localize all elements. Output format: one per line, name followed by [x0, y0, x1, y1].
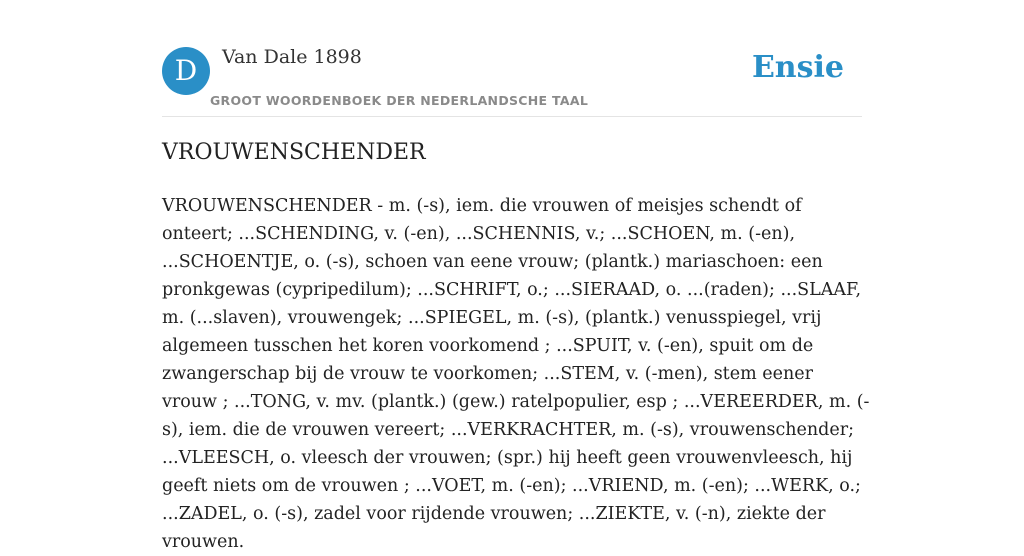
entry-headword: VROUWENSCHENDER	[162, 140, 426, 165]
source-subtitle: GROOT WOORDENBOEK DER NEDERLANDSCHE TAAL	[210, 93, 589, 108]
brand-logo[interactable]: Ensie	[751, 50, 844, 85]
page-header	[162, 0, 862, 117]
dictionary-logo-icon[interactable]: D	[162, 47, 210, 95]
source-title[interactable]: Van Dale 1898	[222, 46, 362, 68]
entry-definition: VROUWENSCHENDER - m. (-s), iem. die vrouwen of meisjes schendt of onteert; ...SCHENDING, v. (-en), ...SCHENNIS, v.; ...SCHOEN, m. (-en), ...SCHOENTJE, o. (-s), schoen van eene vrouw; (plantk.) mariaschoen: een pronkgewas (cypripedilum); ...SCHRIFT, o.; ...SIERAAD, o. ...(raden); ...SLAAF, m. (...slaven), vrouwengek; ...SPIEGEL, m. (-s), (plantk.) venusspiegel, vrij algemeen tusschen het koren voorkomend ; ...SPUIT, v. (-en), spuit om de zwangerschap bij de vrouw te voorkomen; ...STEM, v. (-men), stem eener vrouw ; ...TONG, v. mv. (plantk.) (gew.) ratelpopulier, esp ; ...VEREERDER, m. (-s), iem. die de vrouwen vereert; ...VERKRACHTER, m. (-s), vrouwenschender; ...VLEESCH, o. vleesch der vrouwen; (spr.) hij heeft geen vrouwenvleesch, hij geeft niets om de vrouwen ; ...VOET, m. (-en); ...VRIEND, m. (-en); ...WERK, o.; ...ZADEL, o. (-s), zadel voor rijdende vrouwen; ...ZIEKTE, v. (-n), ziekte der vrouwen.	[162, 196, 870, 552]
